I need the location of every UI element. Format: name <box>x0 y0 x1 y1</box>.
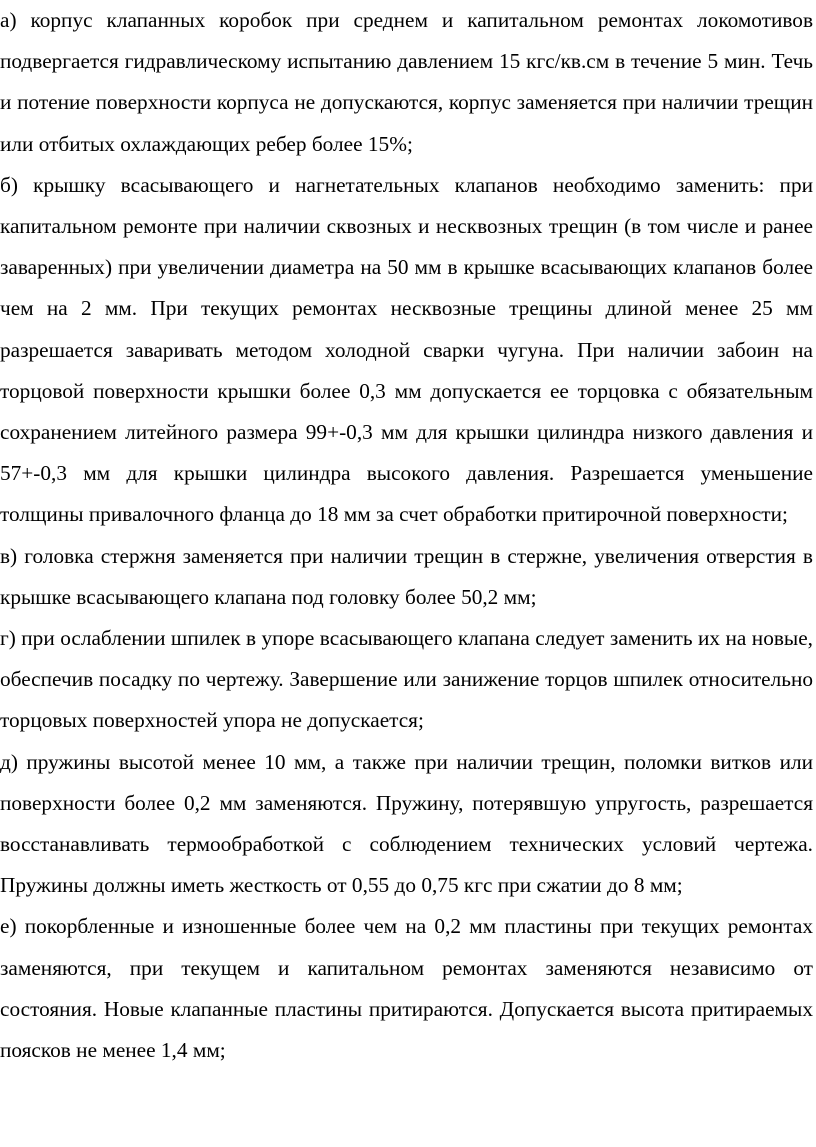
paragraph-g: г) при ослаблении шпилек в упоре всасывающего клапана следует заменить их на новые, обеспечив посадку по чертежу. Завершение или занижение торцов шпилек относительно торцовых поверхностей упора не допускается; <box>0 626 813 733</box>
paragraph-v: в) головка стержня заменяется при наличии трещин в стержне, увеличения отверстия в крышке всасывающего клапана под головку более 50,2 мм; <box>0 543 813 609</box>
paragraph-e: е) покорбленные и изношенные более чем на 0,2 мм пластины при текущих ремонтах заменяются, при текущем и капитальном ремонтах заменяются независимо от состояния. Новые клапанные пластины притираются. Допускается высота притираемых поясков не менее 1,4 мм; <box>0 914 813 1063</box>
paragraph-b: б) крышку всасывающего и нагнетательных клапанов необходимо заменить: при капитальном ремонте при наличии сквозных и несквозных трещин (в том числе и ранее заваренных) при увеличении диаметра на 50 мм в крышке всасывающих клапанов более чем на 2 мм. При текущих ремонтах несквозные трещины длиной менее 25 мм разрешается заваривать методом холодной сварки чугуна. При наличии забоин на торцовой поверхности крышки более 0,3 мм допускается ее торцовка с обязательным сохранением литейного размера 99+-0,3 мм для крышки цилиндра низкого давления и 57+-0,3 мм для крышки цилиндра высокого давления. Разрешается уменьшение толщины привалочного фланца до 18 мм за счет обработки притирочной поверхности; <box>0 172 813 527</box>
paragraph-d: д) пружины высотой менее 10 мм, а также при наличии трещин, поломки витков или поверхности более 0,2 мм заменяются. Пружину, потерявшую упругость, разрешается восстанавливать термообработкой с соблюдением технических условий чертежа. Пружины должны иметь жесткость от 0,55 до 0,75 кгс при сжатии до 8 мм; <box>0 749 813 898</box>
paragraph-a: а) корпус клапанных коробок при среднем и капитальном ремонтах локомотивов подвергается гидравлическому испытанию давлением 15 кгс/кв.см в течение 5 мин. Течь и потение поверхности корпуса не допускаются, корпус заменяется при наличии трещин или отбитых охлаждающих ребер более 15%; <box>0 8 813 156</box>
